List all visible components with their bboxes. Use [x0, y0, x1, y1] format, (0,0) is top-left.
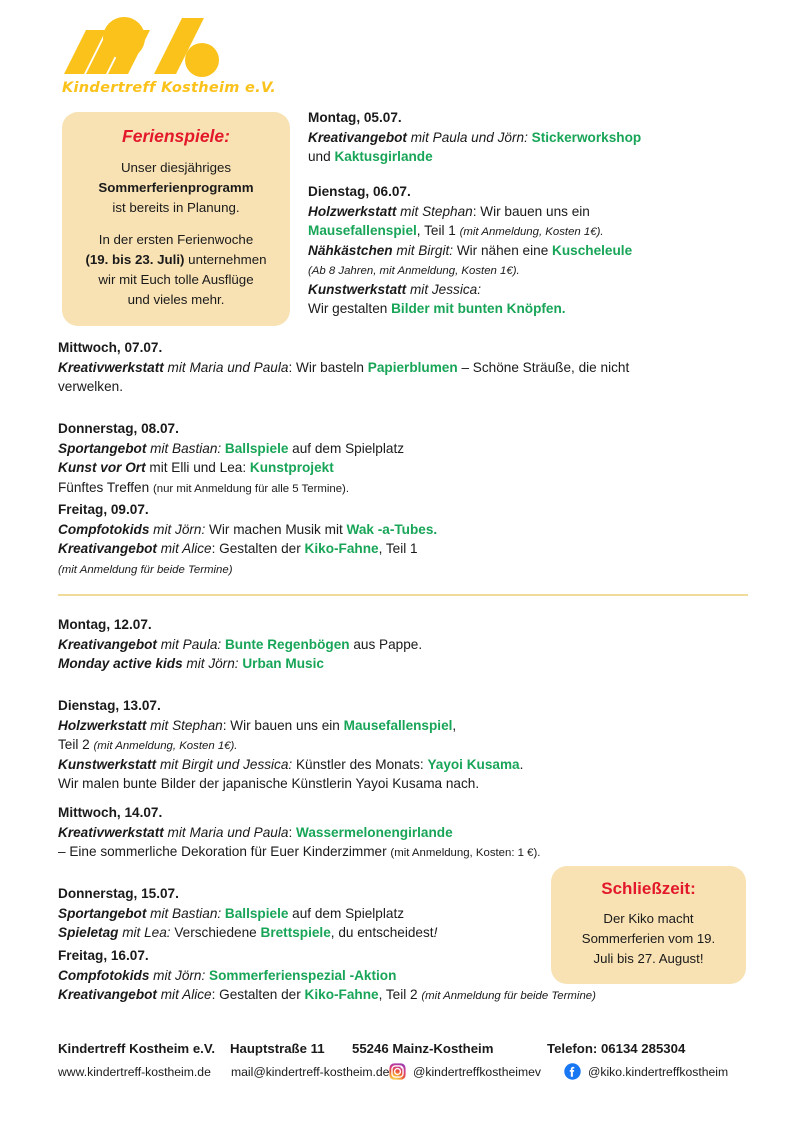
- activity-name: Kreativangebot: [58, 987, 157, 1003]
- program-day-09-07: [58, 500, 748, 578]
- activity-name: Nähkästchen: [308, 242, 393, 258]
- activity-line: verwelken.: [58, 379, 123, 395]
- fs-p1-line1: Unser diesjähriges: [120, 160, 232, 175]
- activity-text: Wir nähen eine: [453, 242, 553, 258]
- activity-leader: mit Alice: [156, 541, 212, 557]
- activity-note: (mit Anmeldung für beide Termine): [58, 563, 233, 576]
- activity-leader: mit Paula und Jörn:: [406, 129, 528, 145]
- day-date: Donnerstag, 15.07.: [58, 886, 179, 901]
- activity-leader: mit Maria und Paula: [163, 824, 289, 840]
- fs-p2-line3: wir mit Euch tolle Ausflüge: [98, 272, 254, 288]
- ferienspiele-callout: [62, 112, 290, 326]
- brand-logo: [62, 16, 292, 96]
- activity-text: Teil 2: [58, 737, 94, 753]
- day-date: Mittwoch, 14.07.: [58, 805, 163, 820]
- activity-text: auf dem Spielplatz: [288, 905, 405, 921]
- activity-leader: mit Maria und Paula: [163, 359, 289, 375]
- activity-line: [58, 654, 748, 674]
- activity-text: Wir gestalten: [308, 301, 392, 317]
- activity-leader: mit Birgit:: [392, 242, 454, 258]
- activity-text: : Wir bauen uns ein: [472, 203, 590, 219]
- program-day-07-07: [58, 338, 748, 397]
- activity-name: Spieletag: [58, 925, 119, 941]
- facebook-link[interactable]: [564, 1063, 728, 1080]
- sz-line2: Sommerferien vom 19.: [581, 931, 716, 947]
- activity-line: [58, 823, 748, 843]
- kindertreff-logo-mark: [62, 16, 224, 78]
- activity-note: (mit Anmeldung, Kosten: 1 €).: [390, 847, 541, 860]
- activity-highlight: Ballspiele: [221, 905, 289, 921]
- day-date: Freitag, 09.07.: [58, 502, 149, 517]
- activity-line: [58, 439, 748, 459]
- activity-line: [58, 842, 748, 862]
- footer-contact-row: [58, 1041, 748, 1056]
- program-day-06-07: [308, 182, 748, 319]
- activity-line: [308, 260, 748, 280]
- activity-leader: mit Jörn:: [182, 656, 239, 672]
- activity-leader: mit Jörn:: [149, 521, 206, 537]
- fs-p2-line4: und vieles mehr.: [127, 292, 225, 308]
- activity-name: Compfotokids: [58, 521, 150, 537]
- footer-street: Hauptstraße 11: [230, 1041, 325, 1056]
- activity-line: [308, 299, 748, 319]
- activity-highlight: Bunte Regenbögen: [221, 636, 350, 652]
- activity-highlight: Wassermelonengirlande: [296, 824, 453, 840]
- activity-text: :: [288, 824, 297, 840]
- activity-text: Verschiedene: [170, 925, 261, 941]
- day-date: Mittwoch, 07.07.: [58, 340, 163, 355]
- activity-leader: mit Bastian:: [146, 440, 222, 456]
- activity-text: .: [519, 756, 524, 772]
- program-day-16-07: [58, 946, 748, 1005]
- activity-highlight: Ballspiele: [221, 440, 289, 456]
- activity-highlight: Mausefallenspiel: [308, 223, 417, 239]
- activity-text: mit Elli und Lea:: [145, 460, 250, 476]
- activity-text: : Wir basteln: [288, 359, 368, 375]
- activity-highlight: Kiko-Fahne: [304, 987, 379, 1003]
- day-date: Dienstag, 06.07.: [308, 184, 411, 199]
- activity-text: Künstler des Monats:: [292, 756, 428, 772]
- activity-line: [308, 202, 748, 222]
- activity-text-emphasis: !: [433, 925, 438, 941]
- activity-highlight: Kaktusgirlande: [334, 149, 433, 165]
- activity-leader: mit Lea:: [118, 925, 171, 941]
- activity-leader: mit Jessica:: [406, 281, 481, 297]
- activity-leader: mit Stephan: [146, 717, 223, 733]
- activity-text: : Wir bauen uns ein: [222, 717, 344, 733]
- activity-note: (mit Anmeldung, Kosten 1€).: [93, 740, 238, 753]
- activity-line: [58, 458, 748, 478]
- activity-name: Monday active kids: [58, 656, 183, 672]
- day-date: Montag, 05.07.: [308, 110, 402, 125]
- activity-highlight: Urban Music: [238, 656, 324, 672]
- logo-wordmark: Kindertreff Kostheim e.V.: [62, 80, 277, 96]
- activity-line: [58, 966, 748, 986]
- activity-line: [58, 520, 748, 540]
- day-date: Donnerstag, 08.07.: [58, 421, 179, 436]
- instagram-link[interactable]: [389, 1063, 541, 1080]
- activity-line: [58, 716, 748, 736]
- activity-text: , Teil 1: [378, 541, 418, 557]
- ferienspiele-title: Ferienspiele:: [122, 126, 230, 146]
- activity-text: , Teil 2: [378, 987, 422, 1003]
- page-footer: [58, 1041, 748, 1080]
- facebook-handle: @kiko.kindertreffkostheim: [587, 1064, 729, 1079]
- sz-line3: Juli bis 27. August!: [593, 950, 704, 966]
- activity-line: [308, 128, 748, 148]
- facebook-icon: [564, 1063, 581, 1080]
- week-divider: [58, 594, 748, 596]
- activity-name: Kreativangebot: [308, 129, 407, 145]
- activity-text: auf dem Spielplatz: [288, 440, 405, 456]
- activity-line: [58, 904, 538, 924]
- fs-p2-line2b: unternehmen: [184, 251, 267, 267]
- instagram-icon: [389, 1063, 406, 1080]
- activity-name: Holzwerkstatt: [58, 717, 147, 733]
- fs-p2-dates: (19. bis 23. Juli): [85, 251, 185, 267]
- activity-highlight: Kiko-Fahne: [304, 541, 379, 557]
- day-date: Dienstag, 13.07.: [58, 698, 161, 713]
- activity-line: [58, 735, 748, 755]
- activity-note: (mit Anmeldung, Kosten 1€).: [459, 226, 604, 239]
- activity-line: [58, 539, 748, 559]
- activity-text: und: [308, 149, 335, 165]
- activity-line: [58, 358, 748, 378]
- activity-leader: mit Stephan: [396, 203, 473, 219]
- fs-p2-line1: In der ersten Ferienwoche: [98, 231, 254, 247]
- footer-org-name: Kindertreff Kostheim e.V.: [58, 1041, 216, 1056]
- activity-line: [308, 221, 748, 241]
- activity-line: [58, 755, 748, 775]
- activity-line: [308, 147, 748, 167]
- activity-name: Kreativwerkstatt: [58, 824, 164, 840]
- fs-p1-line3: ist bereits in Planung.: [112, 200, 240, 216]
- activity-name: Compfotokids: [58, 967, 150, 983]
- program-day-13-07: [58, 696, 748, 794]
- day-date: Freitag, 16.07.: [58, 948, 149, 963]
- sz-line1: Der Kiko macht: [603, 911, 694, 927]
- activity-highlight: Mausefallenspiel: [343, 717, 453, 733]
- program-day-15-07: [58, 884, 538, 943]
- activity-text: Wir machen Musik mit: [205, 521, 347, 537]
- footer-city: 55246 Mainz-Kostheim: [352, 1041, 494, 1056]
- activity-text: ,: [452, 717, 457, 733]
- program-day-14-07: [58, 803, 748, 862]
- activity-name: Sportangebot: [58, 440, 147, 456]
- activity-line: [58, 478, 748, 498]
- activity-text: – Schöne Sträuße, die nicht: [457, 359, 630, 375]
- activity-text: , du entscheidest: [330, 925, 434, 941]
- ferienspiele-paragraph-1: [74, 158, 278, 219]
- activity-name: Kreativangebot: [58, 541, 157, 557]
- activity-highlight: Bilder mit bunten Knöpfen.: [391, 301, 566, 317]
- activity-highlight: Brettspiele: [260, 925, 331, 941]
- activity-leader: mit Alice: [156, 987, 212, 1003]
- activity-highlight: Sommerferienspezial -Aktion: [205, 967, 397, 983]
- activity-leader: mit Paula:: [156, 636, 222, 652]
- activity-name: Kunst vor Ort: [58, 460, 146, 476]
- footer-email-link[interactable]: mail@kindertreff-kostheim.de: [231, 1064, 390, 1079]
- program-day-12-07: [58, 615, 748, 674]
- activity-highlight: Papierblumen: [367, 359, 458, 375]
- activity-leader: mit Bastian:: [146, 905, 222, 921]
- activity-line: [58, 985, 748, 1005]
- footer-links-row: [58, 1063, 748, 1080]
- ferienspiele-paragraph-2: [74, 230, 278, 311]
- activity-text: Fünftes Treffen: [58, 479, 153, 495]
- activity-name: Kreativangebot: [58, 636, 157, 652]
- activity-name: Kunstwerkstatt: [58, 756, 157, 772]
- activity-name: Kunstwerkstatt: [308, 281, 407, 297]
- schliesszeit-title: Schließzeit:: [601, 879, 696, 898]
- activity-name: Holzwerkstatt: [308, 203, 397, 219]
- activity-text: : Gestalten der: [211, 987, 305, 1003]
- program-day-08-07: [58, 419, 748, 497]
- activity-text: aus Pappe.: [349, 636, 423, 652]
- activity-note: (mit Anmeldung für beide Termine): [421, 990, 596, 1003]
- activity-name: Sportangebot: [58, 905, 147, 921]
- activity-line: [58, 635, 748, 655]
- program-day-05-07: [308, 108, 748, 167]
- activity-leader: mit Birgit und Jessica:: [156, 756, 293, 772]
- activity-highlight: Yayoi Kusama: [427, 756, 520, 772]
- activity-highlight: Stickerworkshop: [527, 129, 642, 145]
- instagram-handle: @kindertreffkostheimev: [413, 1064, 541, 1079]
- activity-note: (nur mit Anmeldung für alle 5 Termine).: [152, 482, 350, 495]
- activity-line: Wir malen bunte Bilder der japanische Künstlerin Yayoi Kusama nach.: [58, 776, 480, 792]
- fs-p1-line2: Sommerferienprogramm: [98, 180, 254, 196]
- day-date: Montag, 12.07.: [58, 617, 152, 632]
- activity-text: – Eine sommerliche Dekoration für Euer Kinderzimmer: [58, 844, 391, 860]
- footer-phone: Telefon: 06134 285304: [547, 1041, 686, 1056]
- activity-line: [308, 280, 748, 300]
- activity-leader: mit Jörn:: [149, 967, 206, 983]
- activity-text: , Teil 1: [416, 223, 460, 239]
- activity-note: (Ab 8 Jahren, mit Anmeldung, Kosten 1€).: [308, 265, 520, 278]
- activity-highlight: Kunstprojekt: [249, 460, 334, 476]
- activity-line: [58, 559, 748, 579]
- activity-text: : Gestalten der: [211, 541, 305, 557]
- activity-name: Kreativwerkstatt: [58, 359, 164, 375]
- activity-highlight: Wak -a-Tubes.: [346, 521, 438, 537]
- footer-website-link[interactable]: www.kindertreff-kostheim.de: [58, 1064, 211, 1079]
- activity-line: [308, 241, 748, 261]
- activity-line: [58, 923, 538, 943]
- activity-highlight: Kuscheleule: [552, 242, 633, 258]
